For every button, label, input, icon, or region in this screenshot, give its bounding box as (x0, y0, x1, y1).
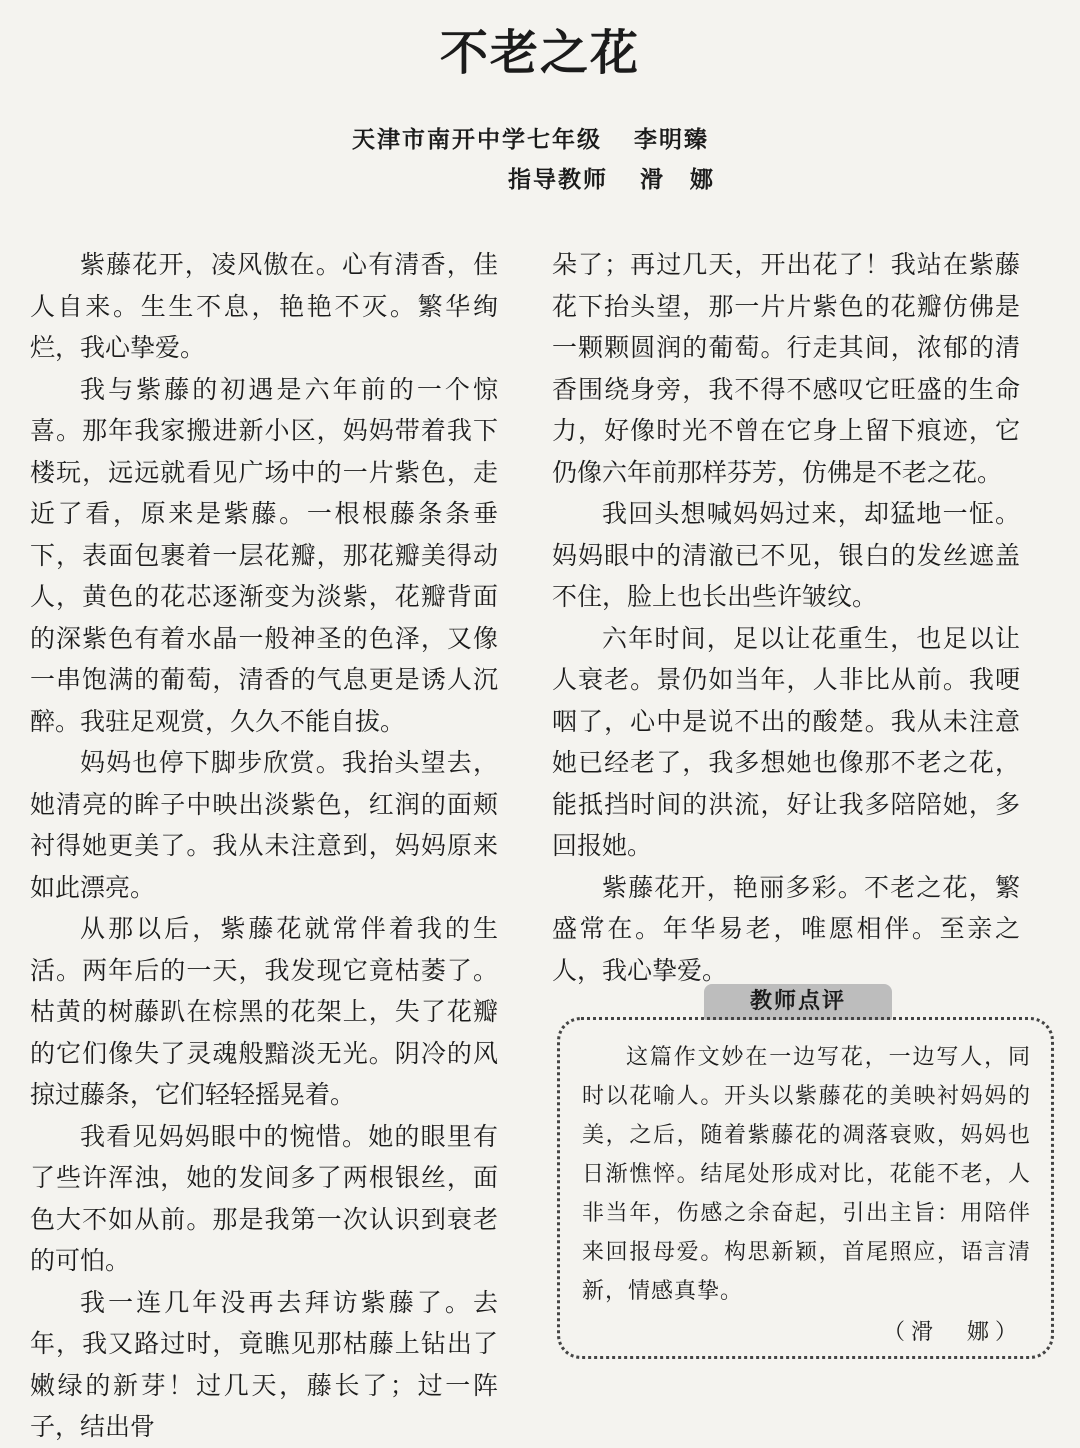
author-row (352, 120, 715, 160)
paragraph: 我回头想喊妈妈过来，却猛地一怔。妈妈眼中的清澈已不见，银白的发丝遮盖不住，脸上也长出些许皱纹。 (552, 499, 1020, 611)
paragraph: 紫藤花开，艳丽多彩。不老之花，繁盛常在。年华易老，唯愿相伴。至亲之人，我心挚爱。 (552, 872, 1020, 985)
teacher-review-text: 这篇作文妙在一边写花，一边写人，同时以花喻人。开头以紫藤花的美映衬妈妈的美，之后，随着紫藤花的凋落衰败，妈妈也日渐憔悴。结尾处形成对比，花能不老，人非当年，伤感之余奋起，引出主旨：用陪伴来回报母爱。构思新颖，首尾照应，语言清新，情感真挚。 (582, 1045, 1031, 1304)
paragraph: 妈妈也停下脚步欣赏。我抬头望去，她清亮的眸子中映出淡紫色，红润的面颊衬得她更美了。我从未注意到，妈妈原来如此漂亮。 (30, 748, 498, 902)
paragraph: 我与紫藤的初遇是六年前的一个惊喜。那年我家搬进新小区，妈妈带着我下楼玩，远远就看见广场中的一片紫色，走近了看，原来是紫藤。一根根藤条条垂下，表面包裹着一层花瓣，那花瓣美得动人，黄色的花芯逐渐变为淡紫，花瓣背面的深紫色有着水晶一般神圣的色泽，又像一串饱满的葡萄，清香的气息更是诱人沉醉。我驻足观赏，久久不能自拔。 (30, 374, 498, 736)
byline (352, 120, 715, 200)
paragraph-continuation: 朵了；再过几天，开出花了！我站在紫藤花下抬头望，那一片片紫色的花瓣仿佛是一颗颗圆润的葡萄。行走其间，浓郁的清香围绕身旁，我不得不感叹它旺盛的生命力，好像时光不曾在它身上留下痕迹，它仍像六年前那样芬芳，仿佛是不老之花。 (552, 250, 1020, 487)
right-column (552, 244, 1020, 991)
paragraph: 六年时间，足以让花重生，也足以让人衰老。景仍如当年，人非比从前。我哽咽了，心中是说不出的酸楚。我从未注意她已经老了，我多想她也像那不老之花，能抵挡时间的洪流，好让我多陪陪她，多回报她。 (552, 623, 1020, 860)
teacher-label: 指导教师 (508, 167, 608, 193)
paragraph: 从那以后，紫藤花就常伴着我的生活。两年后的一天，我发现它竟枯萎了。枯黄的树藤趴在棕黑的花架上，失了花瓣的它们像失了灵魂般黯淡无光。阴冷的风掠过藤条，它们轻轻摇晃着。 (30, 914, 498, 1109)
left-column (30, 244, 498, 1448)
paragraph: 我看见妈妈眼中的惋惜。她的眼里有了些许浑浊，她的发间多了两根银丝，面色大不如从前。那是我第一次认识到衰老的可怕。 (30, 1121, 498, 1275)
teacher-review-box (557, 1017, 1054, 1359)
paragraph: 紫藤花开，凌风傲在。心有清香，佳人自来。生生不息，艳艳不灭。繁华绚烂，我心挚爱。 (30, 250, 498, 362)
author-name: 李明臻 (634, 127, 709, 153)
teacher-name: 滑 娜 (640, 167, 715, 193)
teacher-row (352, 160, 715, 200)
teacher-review-badge: 教师点评 (704, 984, 892, 1020)
paragraph: 我一连几年没再去拜访紫藤了。去年，我又路过时，竟瞧见那枯藤上钻出了嫩绿的新芽！过几天，藤长了；过一阵子，结出骨 (30, 1287, 498, 1441)
teacher-review-signature: （滑 娜） (882, 1320, 1023, 1345)
author-school: 天津市南开中学七年级 (352, 127, 602, 153)
article-title: 不老之花 (439, 25, 640, 81)
